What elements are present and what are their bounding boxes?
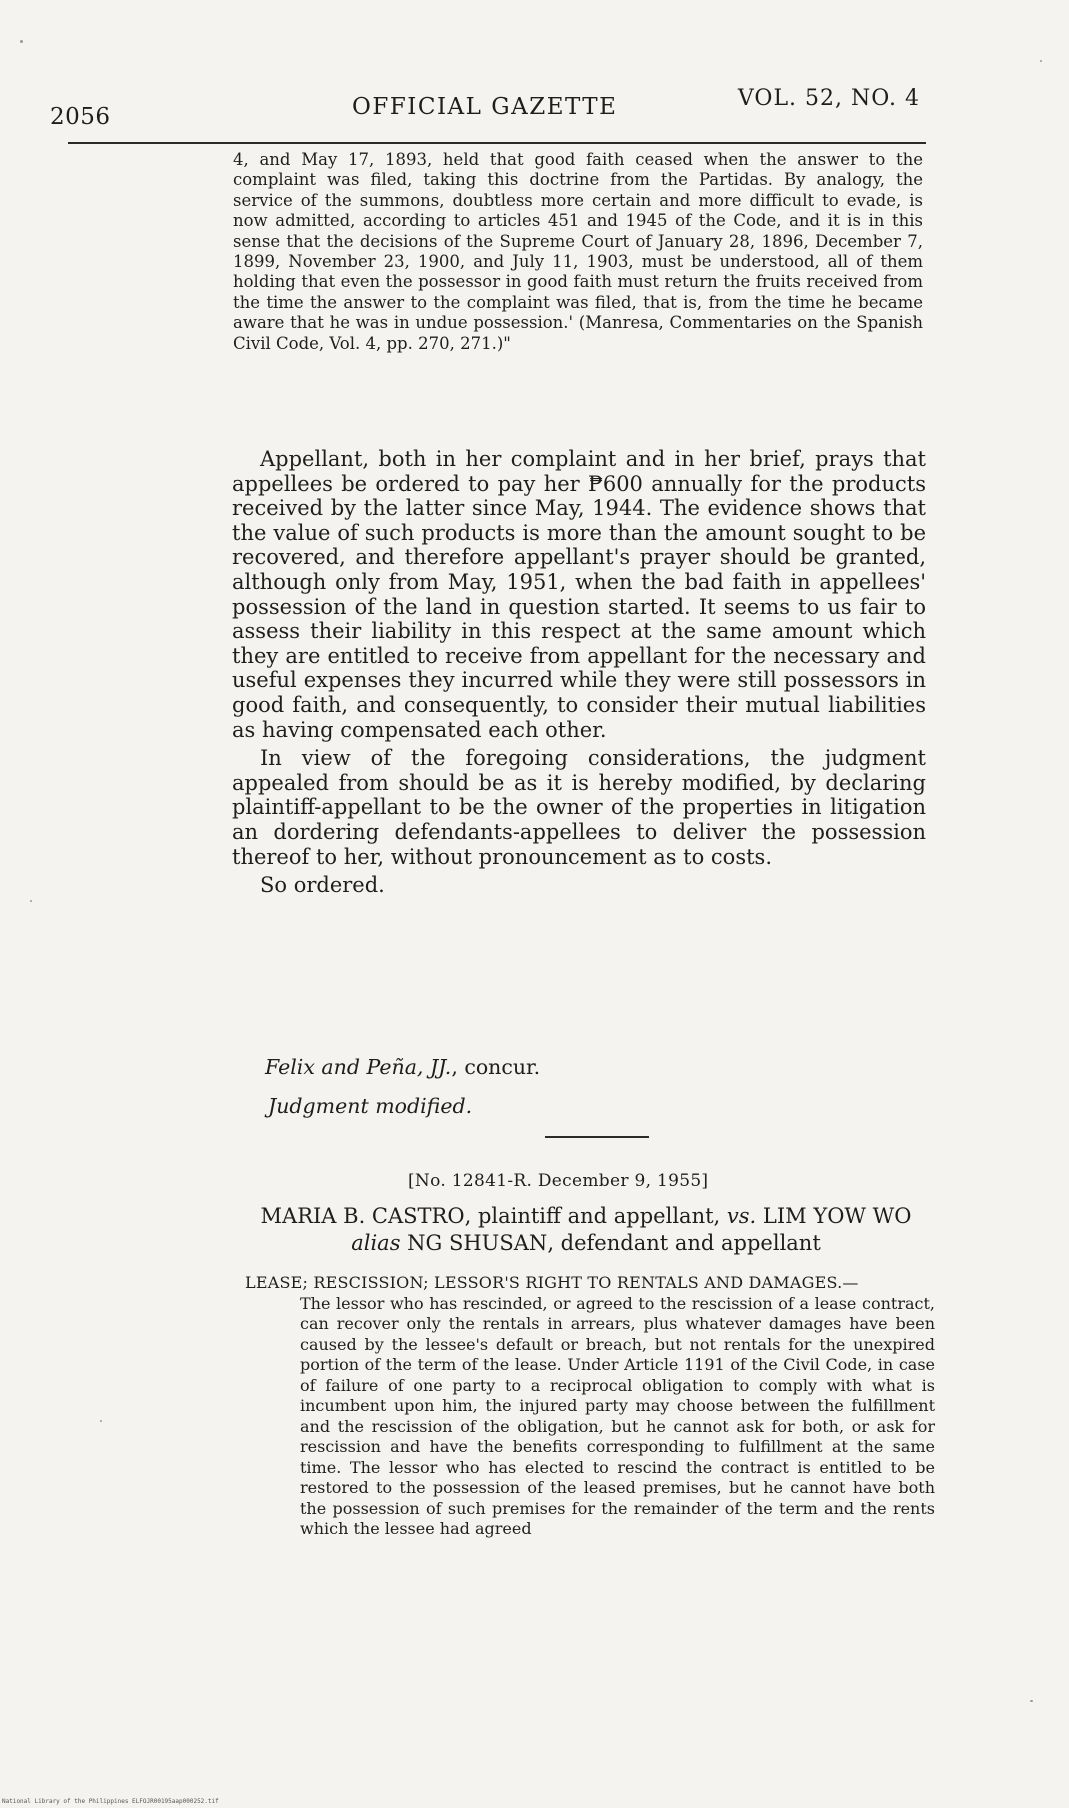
quoted-passage-text: 4, and May 17, 1893, held that good faith ceased when the answer to the complaint was filed, taking this doctrine from the Partidas. By analogy, the service of the summons, doubtless more certain and more difficult to evade, is now admitted, according to articles 451 and 1945 of the Code, and it is in this sense that the decisions of the Supreme Court of January 28, 1896, December 7, 1899, November 23, 1900, and July 11, 1903, must be understood, all of them holding that even the possessor in good faith must return the fruits received from the time the answer to the complaint was filed, that is, from the time he became aware that he was in undue possession.' (Manresa, Commentaries on the Spanish Civil Code, Vol. 4, pp. 270, 271.)" <box>233 150 923 353</box>
concur-word: , concur. <box>451 1055 541 1079</box>
quoted-passage <box>233 150 923 354</box>
judgment-result: Judgment modified. <box>268 1094 473 1118</box>
case-parties <box>236 1203 936 1257</box>
concurring-judges: Felix and Peña, JJ. <box>265 1055 452 1079</box>
so-ordered: So ordered. <box>260 873 385 898</box>
case-number: [No. 12841-R. December 9, 1955] <box>408 1171 709 1191</box>
defendant-role: , defendant and appellant <box>547 1231 821 1255</box>
defendant-name: LIM YOW WO <box>762 1204 912 1228</box>
syllabus <box>245 1273 935 1540</box>
concurrence-line <box>265 1055 540 1079</box>
publication-title: OFFICIAL GAZETTE <box>352 94 618 120</box>
header-divider <box>68 142 926 144</box>
scan-speck <box>1030 1700 1033 1702</box>
alias-word: alias <box>351 1231 401 1255</box>
plaintiff-role: , plaintiff and appellant, <box>464 1204 727 1228</box>
syllabus-heading: LEASE; RESCISSION; LESSOR'S RIGHT TO RENTALS AND DAMAGES.— <box>245 1273 859 1292</box>
plaintiff-name: MARIA B. CASTRO <box>260 1204 465 1228</box>
alias-name: NG SHUSAN <box>407 1231 548 1255</box>
decision-body <box>232 447 926 898</box>
volume-number: VOL. 52, NO. 4 <box>737 86 920 111</box>
page-number: 2056 <box>50 104 111 130</box>
scan-speck <box>30 900 32 902</box>
paragraph-damages: Appellant, both in her complaint and in her brief, prays that appellees be ordered to pay her ₱600 annually for the products received by the latter since May, 1944. The evidence shows that the value of such products is more than the amount sought to be recovered, and therefore appellant's prayer should be granted, although only from May, 1951, when the bad faith in appellees' possession of the land in question started. It seems to us fair to assess their liability in this respect at the same amount which they are entitled to receive from appellant for the necessary and useful expenses they incurred while they were still possessors in good faith, and consequently, to consider their mutual liabilities as having compensated each other. <box>232 447 926 742</box>
scan-speck <box>20 40 23 43</box>
paragraph-disposition: In view of the foregoing considerations, the judgment appealed from should be as it is hereby modified, by declaring plaintiff-appellant to be the owner of the properties in litigation an dordering defendants-appellees to deliver the possession thereof to her, without pronouncement as to costs. <box>232 746 926 869</box>
scan-speck <box>100 1420 102 1422</box>
page-header <box>50 86 920 130</box>
versus: vs. <box>726 1204 757 1228</box>
scan-speck <box>1040 60 1042 62</box>
scan-footer: National Library of the Philippines ELFOJR00195aap000252.tif <box>2 1798 219 1805</box>
syllabus-text: The lessor who has rescinded, or agreed to the rescission of a lease contract, can recover only the rentals in arrears, plus whatever damages have been caused by the lessee's default or breach, but not rentals for the unexpired portion of the term of the lease. Under Article 1191 of the Civil Code, in case of failure of one party to a reciprocal obligation to comply with what is incumbent upon him, the injured party may choose between the fulfillment and the rescission of the obligation, but he cannot ask for both, or ask for rescission and have the benefits corresponding to fulfillment at the same time. The lessor who has elected to rescind the contract is entitled to be restored to the possession of the leased premises, but he cannot have both the possession of such premises for the remainder of the term and the rents which the lessee had agreed <box>300 1293 935 1538</box>
section-divider <box>545 1136 649 1138</box>
